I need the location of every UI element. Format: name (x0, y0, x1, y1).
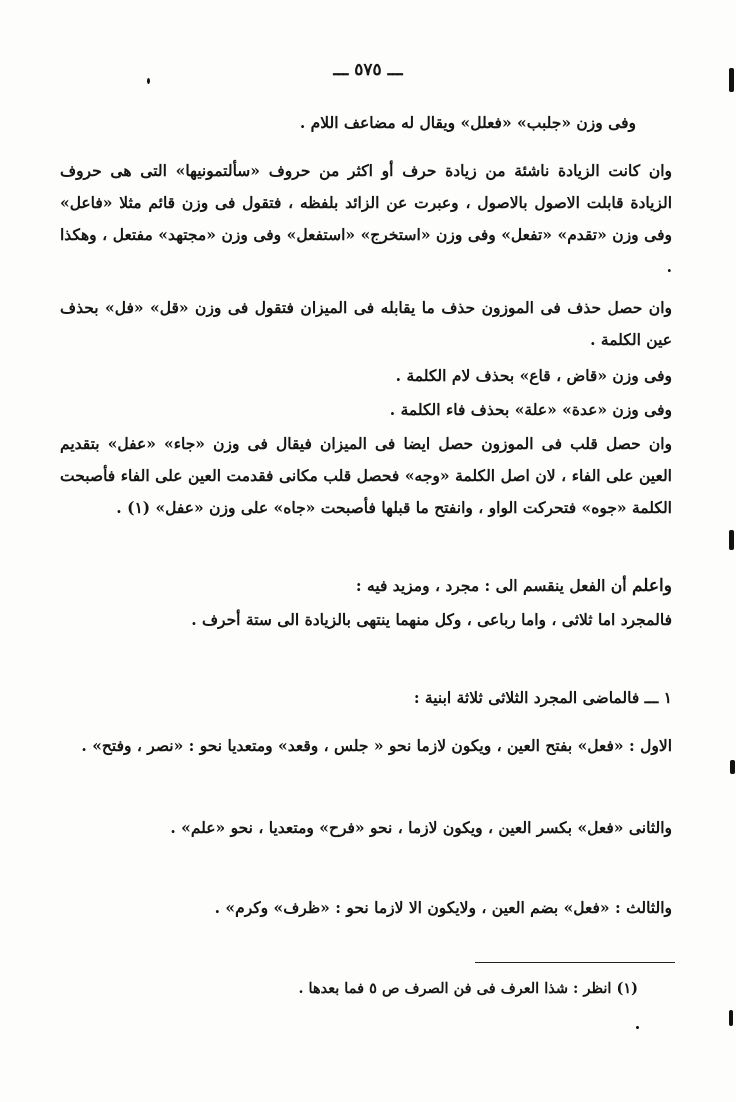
paragraph-mujarrad: فالمجرد اما ثلاثى ، واما رباعى ، وكل منهما ينتهى بالزيادة الى ستة أحرف . (191, 610, 672, 629)
line-know (112, 570, 672, 602)
scan-speck (730, 760, 735, 774)
footnote-rule (475, 962, 675, 963)
paragraph-deletion: وان حصل حذف فى الموزون حذف ما يقابله فى الميزان فتقول فى وزن «قل» «فل» بحذف عين الكلمة . (60, 298, 672, 349)
paragraph-third-form: والثالث : «فعل» بضم العين ، ولايكون الا لازما نحو : «ظرف» وكرم» . (214, 898, 672, 917)
line-deletion-lam: وفى وزن «قاض ، قاع» بحذف لام الكلمة . (395, 366, 672, 385)
line-jalbab: وفى وزن «جلبب» «فعلل» ويقال له مضاعف اللام . (299, 113, 636, 132)
know-rest: أن الفعل ينقسم الى : مجرد ، ومزيد فيه : (355, 576, 627, 595)
page-number: ـــ ٥٧٥ ـــ (333, 60, 403, 80)
paragraph-first-form: الاول : «فعل» بفتح العين ، ويكون لازما نحو « جلس ، وقعد» ومتعديا نحو : «نصر ، وفتح» . (81, 736, 672, 755)
paragraph-addition: وان كانت الزيادة ناشئة من زيادة حرف أو اكثر من حروف «سألتمونيها» التى هى حروف الزيادة قابلت الاصول بالاصول ، وعبرت عن الزائد بلفظه ، فتقول فى وزن قائم مثلا «فاعل» وفى وزن «تقدم» «تفعل» وفى وزن «استخرج» «استفعل» وفى وزن «مجتهد» مفتعل ، وهكذا . (60, 161, 673, 276)
scan-speck (729, 1010, 733, 1026)
footnote: (١) انظر : شذا العرف فى فن الصرف ص ٥ فما بعدها . (298, 980, 638, 997)
paragraph-inversion: وان حصل قلب فى الموزون حصل ايضا فى الميزان فيقال فى وزن «جاء» «عفل» بتقديم العين على الفاء ، لان اصل الكلمة «وجه» فحصل قلب مكانى فقدمت العين على الفاء فأصبحت الكلمة «جوه» فتحركت الواو ، وانفتح ما قبلها فأصبحت «جاه» على وزن «عفل» (١) . (60, 434, 672, 517)
know-lead: واعلم (631, 576, 672, 596)
scan-speck (729, 530, 734, 550)
scan-speck (729, 68, 734, 92)
scan-speck (147, 78, 150, 84)
heading-triliteral: ١ ـــ فالماضى المجرد الثلاثى ثلاثة ابنية : (413, 688, 672, 707)
paragraph-second-form: والثانى «فعل» بكسر العين ، ويكون لازما ، نحو «فرح» ومتعديا ، نحو «علم» . (170, 818, 672, 837)
line-deletion-fa: وفى وزن «عدة» «علة» بحذف فاء الكلمة . (389, 400, 672, 419)
scan-speck (636, 1026, 639, 1029)
